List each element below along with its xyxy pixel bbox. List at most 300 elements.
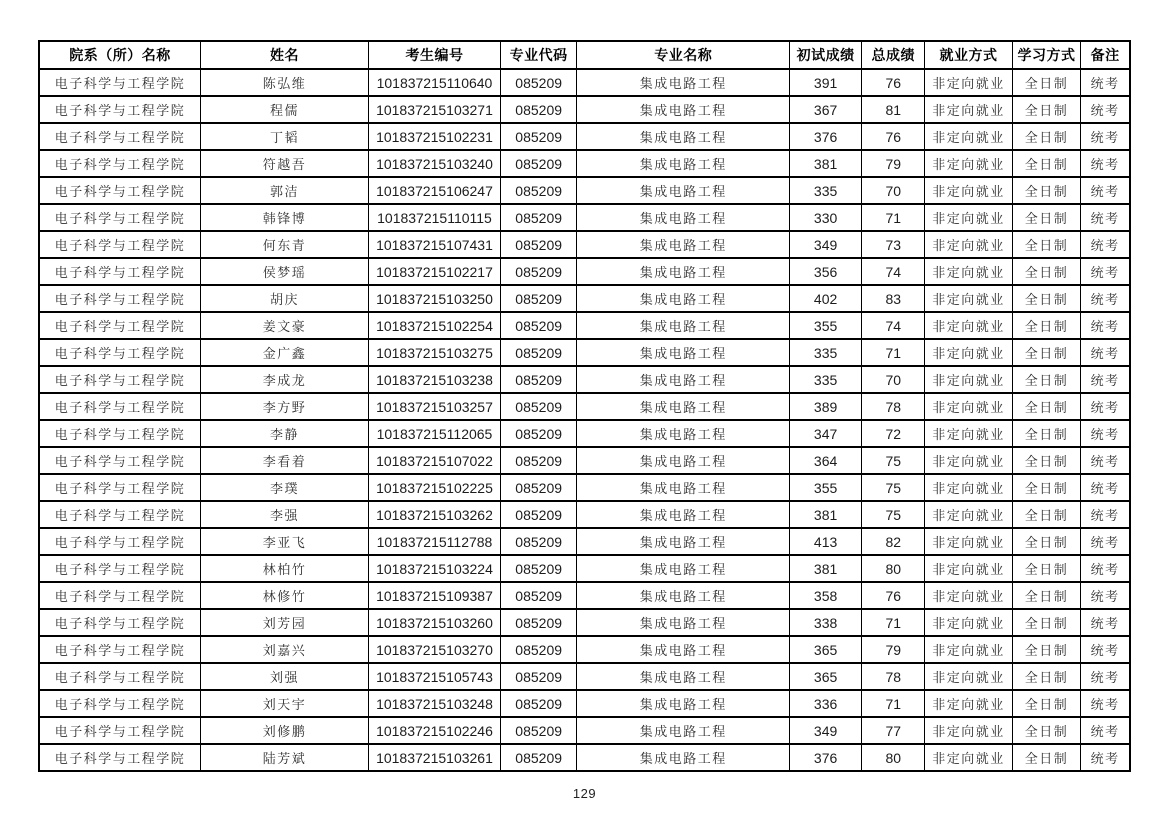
cell-id: 101837215103271 (368, 96, 500, 123)
cell-note: 统考 (1081, 204, 1130, 231)
cell-dept: 电子科学与工程学院 (39, 528, 200, 555)
cell-dept: 电子科学与工程学院 (39, 69, 200, 96)
cell-major: 集成电路工程 (577, 528, 790, 555)
cell-code: 085209 (500, 312, 576, 339)
page-number: 129 (572, 786, 597, 801)
cell-major: 集成电路工程 (577, 96, 790, 123)
cell-total: 76 (862, 69, 925, 96)
cell-score1: 376 (790, 123, 862, 150)
cell-dept: 电子科学与工程学院 (39, 123, 200, 150)
cell-total: 70 (862, 366, 925, 393)
table-row (39, 393, 1130, 420)
cell-total: 79 (862, 636, 925, 663)
cell-code: 085209 (500, 339, 576, 366)
cell-id: 101837215112065 (368, 420, 500, 447)
cell-score1: 338 (790, 609, 862, 636)
cell-major: 集成电路工程 (577, 690, 790, 717)
cell-code: 085209 (500, 636, 576, 663)
cell-study: 全日制 (1012, 123, 1081, 150)
cell-score1: 349 (790, 717, 862, 744)
table-body (39, 69, 1130, 771)
cell-code: 085209 (500, 204, 576, 231)
cell-employment: 非定向就业 (925, 717, 1012, 744)
cell-study: 全日制 (1012, 96, 1081, 123)
header-total: 总成绩 (862, 41, 925, 69)
cell-study: 全日制 (1012, 258, 1081, 285)
table-row (39, 339, 1130, 366)
cell-study: 全日制 (1012, 366, 1081, 393)
cell-dept: 电子科学与工程学院 (39, 690, 200, 717)
cell-note: 统考 (1081, 555, 1130, 582)
cell-score1: 381 (790, 501, 862, 528)
cell-code: 085209 (500, 150, 576, 177)
cell-employment: 非定向就业 (925, 393, 1012, 420)
cell-total: 80 (862, 555, 925, 582)
cell-code: 085209 (500, 582, 576, 609)
cell-employment: 非定向就业 (925, 555, 1012, 582)
header-score1: 初试成绩 (790, 41, 862, 69)
cell-name: 李璞 (200, 474, 368, 501)
cell-employment: 非定向就业 (925, 258, 1012, 285)
cell-total: 72 (862, 420, 925, 447)
cell-name: 符越吾 (200, 150, 368, 177)
cell-id: 101837215102217 (368, 258, 500, 285)
cell-code: 085209 (500, 447, 576, 474)
table-row (39, 690, 1130, 717)
cell-score1: 349 (790, 231, 862, 258)
cell-dept: 电子科学与工程学院 (39, 204, 200, 231)
header-name: 姓名 (200, 41, 368, 69)
cell-score1: 355 (790, 474, 862, 501)
table-row (39, 177, 1130, 204)
cell-dept: 电子科学与工程学院 (39, 420, 200, 447)
cell-study: 全日制 (1012, 177, 1081, 204)
cell-major: 集成电路工程 (577, 447, 790, 474)
cell-name: 刘芳园 (200, 609, 368, 636)
cell-dept: 电子科学与工程学院 (39, 258, 200, 285)
cell-name: 刘天宇 (200, 690, 368, 717)
cell-note: 统考 (1081, 177, 1130, 204)
cell-id: 101837215110115 (368, 204, 500, 231)
cell-note: 统考 (1081, 339, 1130, 366)
header-note: 备注 (1081, 41, 1130, 69)
cell-id: 101837215103270 (368, 636, 500, 663)
cell-study: 全日制 (1012, 447, 1081, 474)
cell-major: 集成电路工程 (577, 420, 790, 447)
cell-dept: 电子科学与工程学院 (39, 177, 200, 204)
cell-study: 全日制 (1012, 636, 1081, 663)
header-major: 专业名称 (577, 41, 790, 69)
table-row (39, 420, 1130, 447)
cell-id: 101837215107431 (368, 231, 500, 258)
header-employment: 就业方式 (925, 41, 1012, 69)
cell-name: 李强 (200, 501, 368, 528)
cell-major: 集成电路工程 (577, 717, 790, 744)
cell-study: 全日制 (1012, 150, 1081, 177)
cell-dept: 电子科学与工程学院 (39, 393, 200, 420)
cell-code: 085209 (500, 285, 576, 312)
cell-dept: 电子科学与工程学院 (39, 582, 200, 609)
cell-total: 74 (862, 312, 925, 339)
cell-major: 集成电路工程 (577, 204, 790, 231)
cell-total: 77 (862, 717, 925, 744)
cell-major: 集成电路工程 (577, 231, 790, 258)
cell-study: 全日制 (1012, 528, 1081, 555)
cell-code: 085209 (500, 663, 576, 690)
cell-score1: 336 (790, 690, 862, 717)
cell-study: 全日制 (1012, 393, 1081, 420)
cell-id: 101837215103262 (368, 501, 500, 528)
cell-id: 101837215102246 (368, 717, 500, 744)
cell-score1: 381 (790, 555, 862, 582)
cell-name: 李方野 (200, 393, 368, 420)
cell-dept: 电子科学与工程学院 (39, 717, 200, 744)
cell-total: 76 (862, 582, 925, 609)
cell-note: 统考 (1081, 636, 1130, 663)
cell-id: 101837215103250 (368, 285, 500, 312)
cell-study: 全日制 (1012, 501, 1081, 528)
cell-total: 82 (862, 528, 925, 555)
cell-score1: 365 (790, 663, 862, 690)
cell-study: 全日制 (1012, 204, 1081, 231)
cell-study: 全日制 (1012, 744, 1081, 771)
cell-employment: 非定向就业 (925, 663, 1012, 690)
table-header (39, 41, 1130, 69)
cell-note: 统考 (1081, 690, 1130, 717)
cell-total: 79 (862, 150, 925, 177)
table-row (39, 474, 1130, 501)
table-row (39, 663, 1130, 690)
cell-id: 101837215102225 (368, 474, 500, 501)
cell-id: 101837215110640 (368, 69, 500, 96)
cell-employment: 非定向就业 (925, 744, 1012, 771)
cell-employment: 非定向就业 (925, 636, 1012, 663)
cell-total: 75 (862, 501, 925, 528)
cell-employment: 非定向就业 (925, 366, 1012, 393)
header-code: 专业代码 (500, 41, 576, 69)
cell-id: 101837215103248 (368, 690, 500, 717)
table-row (39, 717, 1130, 744)
cell-id: 101837215103224 (368, 555, 500, 582)
cell-name: 金广鑫 (200, 339, 368, 366)
cell-note: 统考 (1081, 123, 1130, 150)
cell-study: 全日制 (1012, 312, 1081, 339)
cell-score1: 413 (790, 528, 862, 555)
cell-major: 集成电路工程 (577, 474, 790, 501)
table-row (39, 501, 1130, 528)
cell-major: 集成电路工程 (577, 582, 790, 609)
cell-note: 统考 (1081, 420, 1130, 447)
cell-employment: 非定向就业 (925, 609, 1012, 636)
admission-list-table (38, 40, 1131, 772)
cell-code: 085209 (500, 96, 576, 123)
cell-score1: 335 (790, 339, 862, 366)
cell-note: 统考 (1081, 582, 1130, 609)
cell-total: 75 (862, 447, 925, 474)
cell-major: 集成电路工程 (577, 609, 790, 636)
cell-id: 101837215102254 (368, 312, 500, 339)
cell-score1: 330 (790, 204, 862, 231)
cell-major: 集成电路工程 (577, 366, 790, 393)
cell-score1: 381 (790, 150, 862, 177)
table-row (39, 744, 1130, 771)
header-row (39, 41, 1130, 69)
table-row (39, 150, 1130, 177)
cell-score1: 391 (790, 69, 862, 96)
cell-employment: 非定向就业 (925, 339, 1012, 366)
cell-name: 刘强 (200, 663, 368, 690)
cell-total: 71 (862, 339, 925, 366)
cell-score1: 347 (790, 420, 862, 447)
table-row (39, 69, 1130, 96)
cell-name: 刘嘉兴 (200, 636, 368, 663)
cell-score1: 402 (790, 285, 862, 312)
cell-note: 统考 (1081, 150, 1130, 177)
cell-major: 集成电路工程 (577, 744, 790, 771)
cell-dept: 电子科学与工程学院 (39, 339, 200, 366)
cell-total: 71 (862, 609, 925, 636)
cell-total: 70 (862, 177, 925, 204)
cell-total: 83 (862, 285, 925, 312)
cell-name: 侯梦瑶 (200, 258, 368, 285)
cell-name: 李看着 (200, 447, 368, 474)
cell-employment: 非定向就业 (925, 123, 1012, 150)
cell-name: 刘修鹏 (200, 717, 368, 744)
cell-total: 76 (862, 123, 925, 150)
cell-note: 统考 (1081, 69, 1130, 96)
cell-employment: 非定向就业 (925, 447, 1012, 474)
cell-total: 81 (862, 96, 925, 123)
cell-score1: 356 (790, 258, 862, 285)
cell-employment: 非定向就业 (925, 285, 1012, 312)
cell-note: 统考 (1081, 312, 1130, 339)
cell-name: 李成龙 (200, 366, 368, 393)
cell-total: 71 (862, 204, 925, 231)
cell-dept: 电子科学与工程学院 (39, 663, 200, 690)
cell-id: 101837215103261 (368, 744, 500, 771)
cell-total: 78 (862, 393, 925, 420)
cell-major: 集成电路工程 (577, 501, 790, 528)
table-row (39, 123, 1130, 150)
cell-score1: 389 (790, 393, 862, 420)
cell-id: 101837215103257 (368, 393, 500, 420)
cell-study: 全日制 (1012, 663, 1081, 690)
cell-code: 085209 (500, 555, 576, 582)
cell-major: 集成电路工程 (577, 123, 790, 150)
cell-note: 统考 (1081, 96, 1130, 123)
table-row (39, 231, 1130, 258)
cell-code: 085209 (500, 528, 576, 555)
cell-major: 集成电路工程 (577, 258, 790, 285)
cell-dept: 电子科学与工程学院 (39, 231, 200, 258)
cell-name: 程儒 (200, 96, 368, 123)
cell-study: 全日制 (1012, 285, 1081, 312)
cell-name: 韩锋博 (200, 204, 368, 231)
cell-score1: 358 (790, 582, 862, 609)
cell-code: 085209 (500, 501, 576, 528)
table-row (39, 204, 1130, 231)
cell-name: 姜文豪 (200, 312, 368, 339)
cell-name: 胡庆 (200, 285, 368, 312)
cell-score1: 335 (790, 177, 862, 204)
cell-study: 全日制 (1012, 231, 1081, 258)
table-row (39, 582, 1130, 609)
cell-id: 101837215106247 (368, 177, 500, 204)
cell-note: 统考 (1081, 366, 1130, 393)
cell-code: 085209 (500, 690, 576, 717)
table-row (39, 258, 1130, 285)
cell-employment: 非定向就业 (925, 420, 1012, 447)
cell-study: 全日制 (1012, 339, 1081, 366)
cell-major: 集成电路工程 (577, 69, 790, 96)
cell-name: 郭洁 (200, 177, 368, 204)
cell-code: 085209 (500, 123, 576, 150)
cell-total: 71 (862, 690, 925, 717)
header-dept: 院系（所）名称 (39, 41, 200, 69)
table-row (39, 555, 1130, 582)
cell-name: 林柏竹 (200, 555, 368, 582)
cell-code: 085209 (500, 609, 576, 636)
table-row (39, 447, 1130, 474)
cell-code: 085209 (500, 69, 576, 96)
cell-note: 统考 (1081, 663, 1130, 690)
cell-total: 75 (862, 474, 925, 501)
cell-major: 集成电路工程 (577, 285, 790, 312)
table-row (39, 528, 1130, 555)
cell-id: 101837215105743 (368, 663, 500, 690)
cell-note: 统考 (1081, 231, 1130, 258)
cell-id: 101837215109387 (368, 582, 500, 609)
cell-code: 085209 (500, 393, 576, 420)
cell-employment: 非定向就业 (925, 312, 1012, 339)
cell-score1: 355 (790, 312, 862, 339)
cell-note: 统考 (1081, 528, 1130, 555)
cell-dept: 电子科学与工程学院 (39, 312, 200, 339)
cell-dept: 电子科学与工程学院 (39, 285, 200, 312)
cell-major: 集成电路工程 (577, 555, 790, 582)
cell-dept: 电子科学与工程学院 (39, 501, 200, 528)
table-row (39, 636, 1130, 663)
cell-dept: 电子科学与工程学院 (39, 447, 200, 474)
cell-note: 统考 (1081, 474, 1130, 501)
cell-score1: 335 (790, 366, 862, 393)
cell-id: 101837215103238 (368, 366, 500, 393)
cell-note: 统考 (1081, 393, 1130, 420)
cell-employment: 非定向就业 (925, 690, 1012, 717)
cell-name: 林修竹 (200, 582, 368, 609)
cell-major: 集成电路工程 (577, 339, 790, 366)
cell-study: 全日制 (1012, 474, 1081, 501)
table-row (39, 96, 1130, 123)
cell-dept: 电子科学与工程学院 (39, 744, 200, 771)
cell-name: 何东青 (200, 231, 368, 258)
cell-study: 全日制 (1012, 555, 1081, 582)
cell-name: 丁韬 (200, 123, 368, 150)
cell-code: 085209 (500, 366, 576, 393)
cell-total: 73 (862, 231, 925, 258)
header-id: 考生编号 (368, 41, 500, 69)
cell-score1: 376 (790, 744, 862, 771)
cell-study: 全日制 (1012, 609, 1081, 636)
header-study: 学习方式 (1012, 41, 1081, 69)
cell-employment: 非定向就业 (925, 501, 1012, 528)
cell-id: 101837215102231 (368, 123, 500, 150)
table-row (39, 285, 1130, 312)
cell-note: 统考 (1081, 744, 1130, 771)
cell-study: 全日制 (1012, 690, 1081, 717)
cell-dept: 电子科学与工程学院 (39, 474, 200, 501)
cell-dept: 电子科学与工程学院 (39, 96, 200, 123)
cell-note: 统考 (1081, 717, 1130, 744)
cell-name: 李静 (200, 420, 368, 447)
cell-code: 085209 (500, 177, 576, 204)
cell-code: 085209 (500, 474, 576, 501)
cell-score1: 367 (790, 96, 862, 123)
cell-study: 全日制 (1012, 717, 1081, 744)
cell-total: 78 (862, 663, 925, 690)
cell-code: 085209 (500, 744, 576, 771)
cell-dept: 电子科学与工程学院 (39, 636, 200, 663)
cell-total: 80 (862, 744, 925, 771)
cell-name: 李亚飞 (200, 528, 368, 555)
cell-id: 101837215112788 (368, 528, 500, 555)
cell-note: 统考 (1081, 501, 1130, 528)
cell-dept: 电子科学与工程学院 (39, 150, 200, 177)
cell-id: 101837215103240 (368, 150, 500, 177)
cell-employment: 非定向就业 (925, 69, 1012, 96)
cell-score1: 364 (790, 447, 862, 474)
table-row (39, 609, 1130, 636)
cell-dept: 电子科学与工程学院 (39, 555, 200, 582)
cell-note: 统考 (1081, 285, 1130, 312)
cell-score1: 365 (790, 636, 862, 663)
cell-employment: 非定向就业 (925, 528, 1012, 555)
cell-study: 全日制 (1012, 582, 1081, 609)
cell-employment: 非定向就业 (925, 150, 1012, 177)
table-row (39, 366, 1130, 393)
cell-major: 集成电路工程 (577, 393, 790, 420)
cell-employment: 非定向就业 (925, 582, 1012, 609)
cell-major: 集成电路工程 (577, 177, 790, 204)
cell-code: 085209 (500, 231, 576, 258)
cell-note: 统考 (1081, 447, 1130, 474)
cell-employment: 非定向就业 (925, 231, 1012, 258)
cell-employment: 非定向就业 (925, 96, 1012, 123)
cell-code: 085209 (500, 717, 576, 744)
cell-employment: 非定向就业 (925, 204, 1012, 231)
cell-note: 统考 (1081, 609, 1130, 636)
cell-employment: 非定向就业 (925, 474, 1012, 501)
cell-code: 085209 (500, 258, 576, 285)
cell-major: 集成电路工程 (577, 150, 790, 177)
table-row (39, 312, 1130, 339)
cell-id: 101837215107022 (368, 447, 500, 474)
cell-id: 101837215103260 (368, 609, 500, 636)
cell-name: 陆芳斌 (200, 744, 368, 771)
cell-total: 74 (862, 258, 925, 285)
cell-major: 集成电路工程 (577, 312, 790, 339)
cell-major: 集成电路工程 (577, 636, 790, 663)
cell-dept: 电子科学与工程学院 (39, 609, 200, 636)
cell-employment: 非定向就业 (925, 177, 1012, 204)
cell-dept: 电子科学与工程学院 (39, 366, 200, 393)
cell-name: 陈弘维 (200, 69, 368, 96)
cell-major: 集成电路工程 (577, 663, 790, 690)
cell-id: 101837215103275 (368, 339, 500, 366)
cell-study: 全日制 (1012, 420, 1081, 447)
cell-note: 统考 (1081, 258, 1130, 285)
cell-study: 全日制 (1012, 69, 1081, 96)
